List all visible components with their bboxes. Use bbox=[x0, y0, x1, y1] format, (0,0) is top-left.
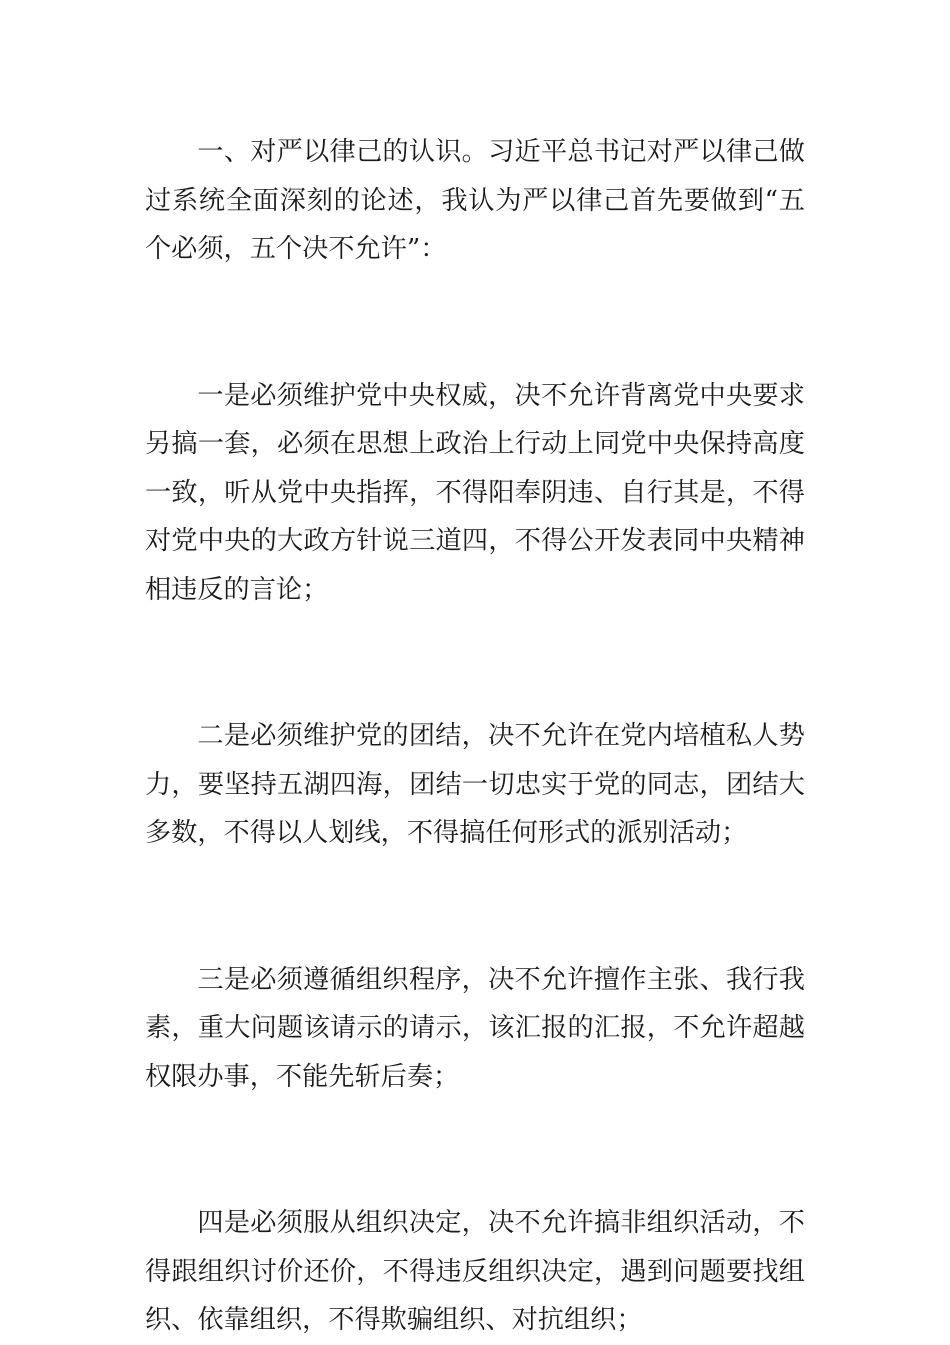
paragraph-point-1: 一是必须维护党中央权威，决不允许背离党中央要求另搞一套，必须在思想上政治上行动上同党中央保持高度一致，听从党中央指挥，不得阳奉阴违、自行其是，不得对党中央的大政方针说三道四，不得公开发表同中央精神相违反的言论； bbox=[145, 380, 805, 605]
paragraph-intro: 一、对严以律己的认识。习近平总书记对严以律己做过系统全面深刻的论述，我认为严以律己首先要做到“五个必须，五个决不允许”： bbox=[145, 137, 805, 264]
paragraph-point-3: 三是必须遵循组织程序，决不允许擅作主张、我行我素，重大问题该请示的请示，该汇报的汇报，不允许超越权限办事，不能先斩后奏； bbox=[145, 964, 805, 1092]
paragraph-point-2: 二是必须维护党的团结，决不允许在党内培植私人势力，要坚持五湖四海，团结一切忠实于党的同志，团结大多数，不得以人划线，不得搞任何形式的派别活动； bbox=[145, 721, 805, 848]
document-body bbox=[145, 128, 805, 1345]
paragraph-point-4: 四是必须服从组织决定，决不允许搞非组织活动，不得跟组织讨价还价，不得违反组织决定，遇到问题要找组织、依靠组织，不得欺骗组织、对抗组织； bbox=[145, 1208, 805, 1335]
